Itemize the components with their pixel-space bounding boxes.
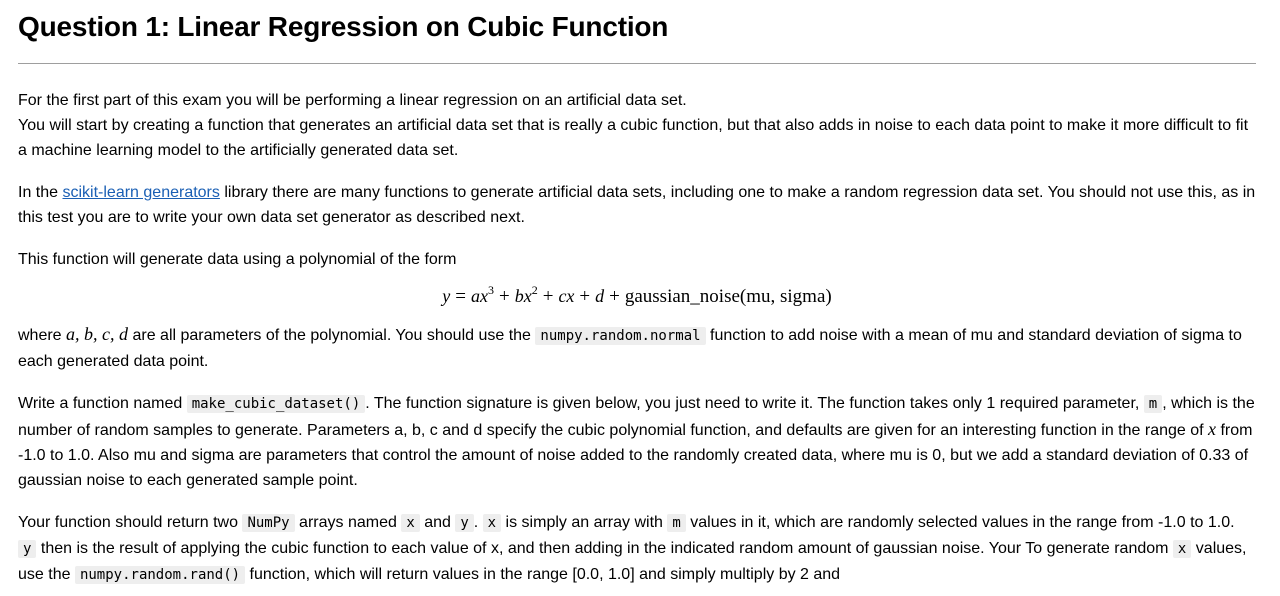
intro-line-1: For the first part of this exam you will be performing a linear regression on an artificial data set. (18, 92, 687, 109)
return-text: function, which will return values in the range [0.0, 1.0] and simply multiply by 2 and (245, 566, 841, 583)
return-text: and (419, 514, 456, 531)
x-code: x (483, 514, 501, 532)
page-title: Question 1: Linear Regression on Cubic Function (18, 11, 669, 42)
formula-exponent-3: 3 (488, 283, 494, 297)
return-text: Your function should return two (18, 514, 243, 531)
write-text: Write a function named (18, 395, 187, 412)
m-code: m (667, 514, 685, 532)
write-text: . The function signature is given below, you just need to write it. The function takes only 1 required parameter, (365, 395, 1144, 412)
intro-paragraph (18, 88, 1256, 163)
formula-y: y (442, 286, 451, 306)
formula-plus: + (499, 286, 510, 307)
return-text: arrays named (294, 514, 402, 531)
return-text: values, use the (18, 540, 1247, 583)
return-paragraph (18, 510, 1256, 588)
return-text: is simply an array with (501, 514, 668, 531)
cubic-formula (18, 281, 1256, 312)
write-text: , which is the number of random samples to generate. Parameters a, b, c and d specify the cubic polynomial function, and defaults are given for an interesting function in the range of (18, 395, 1255, 439)
polynomial-intro: This function will generate data using a polynomial of the form (18, 251, 457, 268)
generators-paragraph (18, 180, 1256, 230)
formula-plus: + (542, 286, 554, 307)
numpy-random-normal-code: numpy.random.normal (535, 327, 705, 345)
x-variable: x (1208, 419, 1217, 439)
params-text: where (18, 327, 67, 344)
parameters-paragraph (18, 322, 1256, 374)
formula-c-term: cx (558, 286, 575, 306)
formula-plus: + (609, 286, 620, 307)
generators-text-after: library there are many functions to generate artificial data sets, including one to make a random regression data set. You should not use this, as in this test you are to write your own data set generator as described next. (18, 184, 1256, 226)
return-text: then is the result of applying the cubic function to each value of x, and then adding in the indicated random amount of gaussian noise. Your To generate random (36, 540, 1173, 557)
x-code: x (1173, 540, 1191, 558)
params-text: are all parameters of the polynomial. You should use the (128, 327, 536, 344)
intro-line-2: You will start by creating a function that generates an artificial data set that is really a cubic function, but that also adds in noise to each data point to make it more difficult to fit a machine learning model to the artificially generated data set. (18, 117, 1249, 159)
write-function-paragraph (18, 391, 1256, 493)
title-divider (18, 63, 1256, 64)
formula-b-term: bx (514, 286, 532, 306)
y-code: y (18, 540, 36, 558)
formula-plus: + (579, 286, 591, 307)
formula-d-term: d (595, 286, 605, 306)
params-text: function to add noise with a mean of mu and standard deviation of sigma to each generated data point. (18, 327, 1242, 370)
scikit-learn-generators-link[interactable]: scikit-learn generators (62, 184, 220, 201)
formula-noise-term: gaussian_noise(mu, sigma) (624, 286, 832, 307)
write-text: from -1.0 to 1.0. Also mu and sigma are parameters that control the amount of noise added to the randomly created data, where mu is 0, but we add a standard deviation of 0.33 of gaussian noise to each generated sample point. (18, 422, 1253, 489)
return-text: . (473, 514, 483, 531)
generators-text-before: In the (18, 184, 63, 201)
formula-a-term: ax (471, 286, 488, 306)
formula-equals: = (455, 286, 466, 307)
numpy-random-rand-code: numpy.random.rand() (75, 566, 245, 584)
formula-exponent-2: 2 (531, 283, 538, 297)
y-code: y (455, 514, 473, 532)
make-cubic-dataset-code: make_cubic_dataset() (187, 395, 366, 413)
x-code: x (401, 514, 419, 532)
numpy-code: NumPy (242, 514, 294, 532)
return-text: values in it, which are randomly selected values in the range from -1.0 to 1.0. (685, 514, 1235, 531)
m-param-code: m (1144, 395, 1162, 413)
params-variables: a, b, c, d (66, 324, 129, 344)
